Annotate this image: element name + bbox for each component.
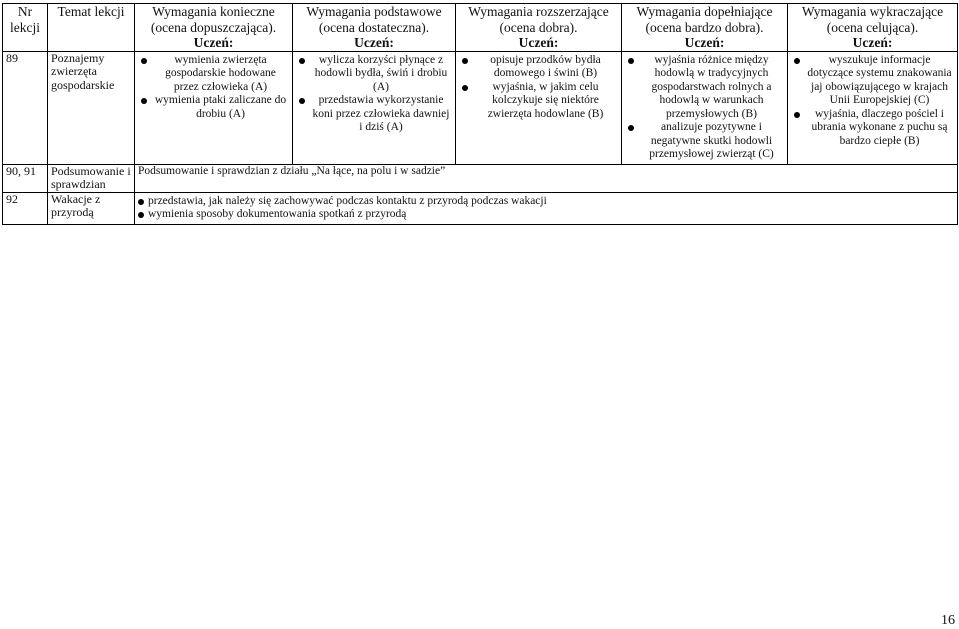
header-col5-title: Wymagania wykraczające (ocena celująca). (801, 4, 944, 35)
header-col2-student: Uczeń: (354, 35, 394, 50)
summer-cell (135, 192, 958, 224)
lesson-topic: Wakacje z przyrodą (48, 192, 135, 224)
col3-cell (456, 51, 622, 164)
header-col2-title: Wymagania podstawowe (ocena dostateczna). (306, 4, 442, 35)
page-number: 16 (941, 613, 955, 628)
col5-cell (788, 51, 958, 164)
list-item: wyszukuje informacje dotyczące systemu znakowania jaj obowiązującego w krajach Unii Europejskiej (C) (791, 54, 954, 108)
table-row (3, 192, 958, 224)
list-item: wymienia ptaki zaliczane do drobiu (A) (138, 94, 289, 121)
list-item: przedstawia wykorzystanie koni przez człowieka dawniej i dziś (A) (296, 94, 452, 135)
header-row (3, 4, 958, 52)
header-col1 (135, 4, 293, 52)
list-item: opisuje przodków bydła domowego i świni (B) (459, 54, 618, 81)
list-item: wyjaśnia, dlaczego pościel i ubrania wykonane z puchu są bardzo ciepłe (B) (791, 108, 954, 149)
table-row (3, 164, 958, 192)
col1-cell (135, 51, 293, 164)
header-col5-student: Uczeń: (852, 35, 893, 50)
lesson-topic: Podsumowanie i sprawdzian (48, 164, 135, 192)
header-col4-student: Uczeń: (684, 35, 725, 50)
lesson-number: 92 (3, 192, 48, 224)
list-item: wymienia zwierzęta gospodarskie hodowane przez człowieka (A) (138, 54, 289, 95)
list-item: wylicza korzyści płynące z hodowli bydła, świń i drobiu (A) (296, 54, 452, 95)
header-col3 (456, 4, 622, 52)
list-item: przedstawia, jak należy się zachowywać podczas kontaktu z przyrodą podczas wakacji (138, 195, 954, 209)
lesson-number: 90, 91 (3, 164, 48, 192)
list-item: wymienia sposoby dokumentowania spotkań z przyrodą (138, 208, 954, 222)
lesson-number: 89 (3, 51, 48, 164)
list-item: wyjaśnia, w jakim celu kolczykuje się niektóre zwierzęta hodowlane (B) (459, 81, 618, 122)
header-lesson-topic: Temat lekcji (48, 4, 135, 52)
lesson-topic: Poznajemy zwierzęta gospodarskie (48, 51, 135, 164)
header-col5 (788, 4, 958, 52)
summary-cell: Podsumowanie i sprawdzian z działu „Na łące, na polu i w sadzie” (135, 164, 958, 192)
header-lesson-number: Nr lekcji (3, 4, 48, 52)
requirements-table (2, 3, 958, 225)
header-col4-title: Wymagania dopełniające (ocena bardzo dobra). (636, 4, 773, 35)
header-col4 (622, 4, 788, 52)
list-item: analizuje pozytywne i negatywne skutki hodowli przemysłowej zwierząt (C) (625, 121, 784, 162)
table-row (3, 51, 958, 164)
header-col3-title: Wymagania rozszerzające (ocena dobra). (468, 4, 609, 35)
header-col2 (293, 4, 456, 52)
header-col1-title: Wymagania konieczne (ocena dopuszczająca). (150, 4, 277, 35)
header-col1-student: Uczeń: (193, 35, 234, 50)
list-item: wyjaśnia różnice między hodowlą w tradycyjnych gospodarstwach rolnych a hodowlą w warunkach przemysłowych (B) (625, 54, 784, 122)
col2-cell (293, 51, 456, 164)
col4-cell (622, 51, 788, 164)
header-col3-student: Uczeń: (518, 35, 559, 50)
